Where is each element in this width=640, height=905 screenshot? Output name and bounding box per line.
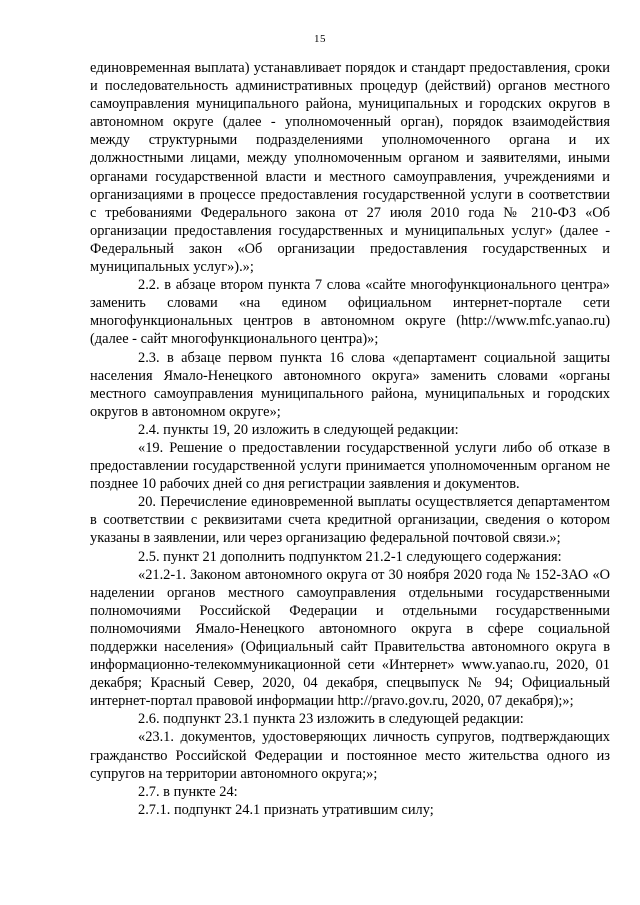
paragraph-item-23-1: «23.1. документов, удостоверяющих личность супругов, подтверждающих гражданство Российской Федерации и постоянное место жительства одного из супругов на территории автономного округа;»;	[90, 729, 610, 782]
paragraph-2-6: 2.6. подпункт 23.1 пункта 23 изложить в следующей редакции:	[138, 711, 524, 728]
paragraph-item-20: 20. Перечисление единовременной выплаты осуществляется департаментом в соответствии с реквизитами счета кредитной организации, сведения о котором указаны в заявлении, или через организацию федеральной почтовой связи.»;	[90, 494, 610, 547]
paragraph-2-4: 2.4. пункты 19, 20 изложить в следующей редакции:	[138, 421, 459, 438]
document-body	[90, 59, 610, 819]
paragraph-2-5: 2.5. пункт 21 дополнить подпунктом 21.2-1 следующего содержания:	[138, 548, 562, 565]
paragraph-item-21-2-1: «21.2-1. Законом автономного округа от 30 ноября 2020 года № 152-ЗАО «О наделении органов местного самоуправления отдельными государственными полномочиями Российской Федерации и отдельными государственными полномочиями Ямало-Ненецкого автономного округа в сфере социальной поддержки населения» (Официальный сайт Правительства автономного округа в информационно-телекоммуникационной сети «Интернет» www.yanao.ru, 2020, 01 декабря; Красный Север, 2020, 04 декабря, спецвыпуск № 94; Официальный интернет-портал правовой информации http://pravo.gov.ru, 2020, 07 декабря);»;	[90, 566, 610, 710]
paragraph-continuation: единовременная выплата) устанавливает порядок и стандарт предоставления, сроки и последовательность административных процедур (действий) органов местного самоуправления муниципального района, муниципальных и городских округов в автономном округе (далее - уполномоченный орган), порядок взаимодействия между структурными подразделениями уполномоченного органа и их должностными лицами, между уполномоченным органом и заявителями, иными органами государственной власти и местного самоуправления, учреждениями и организациями в процессе предоставления государственной услуги в соответствии с требованиями Федерального закона от 27 июля 2010 года № 210-ФЗ «Об организации предоставления государственных и муниципальных услуг» (далее - Федеральный закон «Об организации предоставления государственных и муниципальных услуг»).»;	[90, 60, 610, 276]
paragraph-2-7-1: 2.7.1. подпункт 24.1 признать утратившим силу;	[138, 801, 434, 818]
paragraph-2-3: 2.3. в абзаце первом пункта 16 слова «департамент социальной защиты населения Ямало-Ненецкого автономного округа» заменить словами «органы местного самоуправления муниципального района, муниципальных и городских округов в автономном округе»;	[90, 349, 610, 420]
page-number: 15	[314, 33, 326, 45]
paragraph-item-19: «19. Решение о предоставлении государственной услуги либо об отказе в предоставлении государственной услуги принимается уполномоченным органом не позднее 10 рабочих дней со дня регистрации заявления и документов.	[90, 439, 610, 493]
paragraph-2-7: 2.7. в пункте 24:	[138, 783, 238, 800]
paragraph-2-2: 2.2. в абзаце втором пункта 7 слова «сайте многофункционального центра» заменить словами «на едином официальном интернет-портале сети многофункциональных центров в автономном округе (http://www.mfc.yanao.ru) (далее - сайт многофункционального центра)»;	[90, 277, 610, 348]
